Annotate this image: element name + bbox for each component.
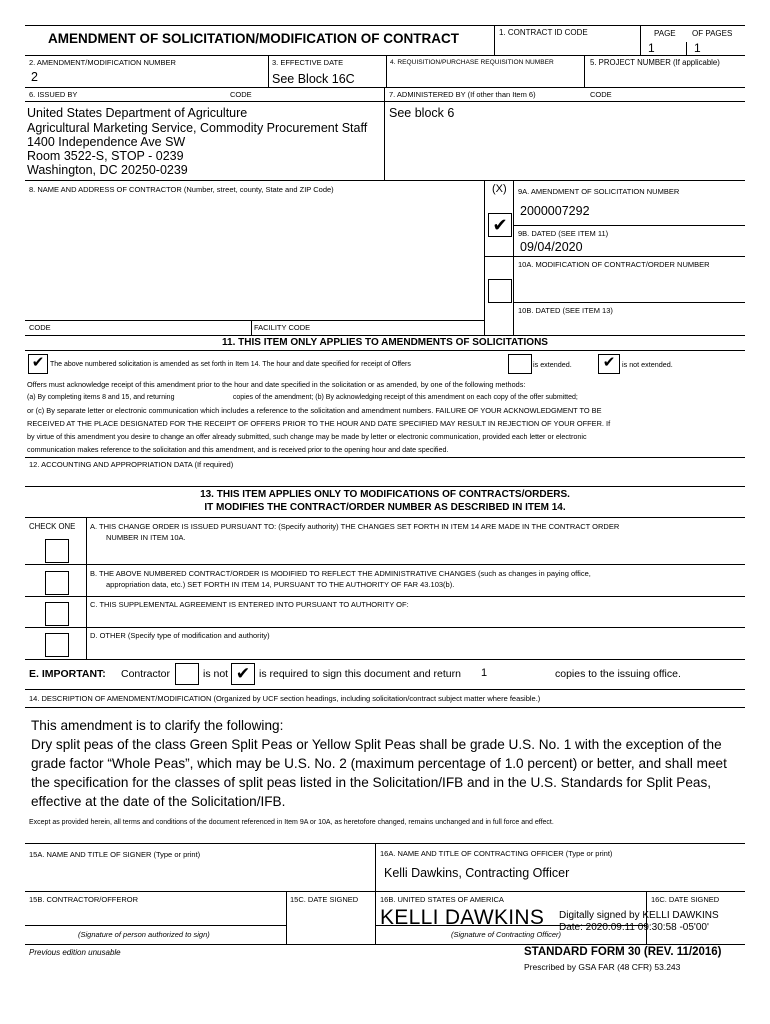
effective-date: See Block 16C — [272, 72, 355, 86]
signature-officer-caption: (Signature of Contracting Officer) — [451, 930, 562, 939]
description-para-5: effective at the date of the Solicitation/IFB. — [31, 794, 286, 809]
issued-by-line-3: 1400 Independence Ave SW — [27, 135, 186, 149]
requisition-label: 4. REQUISITION/PURCHASE REQUISITION NUMBER — [390, 59, 554, 66]
amendment-number: 2 — [31, 70, 38, 84]
item13-title-1: 13. THIS ITEM APPLIES ONLY TO MODIFICATIONS OF CONTRACTS/ORDERS. — [200, 489, 570, 500]
amendment-9a-value: 2000007292 — [520, 204, 590, 218]
mod-10a-label: 10A. MODIFICATION OF CONTRACT/ORDER NUMBER — [518, 260, 710, 269]
item11-text-5: by virtue of this amendment you desire to change an offer already submitted, such change may be made by letter or electronic communication, provided each letter or electronic — [27, 432, 587, 441]
form-title: AMENDMENT OF SOLICITATION/MODIFICATION OF CONTRACT — [48, 31, 459, 46]
checkbox-13d[interactable] — [45, 633, 69, 657]
dated-9b-label: 9B. DATED (SEE ITEM 11) — [518, 229, 609, 238]
signature-person-caption: (Signature of person authorized to sign) — [78, 930, 210, 939]
item13-c-line: C. THIS SUPPLEMENTAL AGREEMENT IS ENTERED INTO PURSUANT TO AUTHORITY OF: — [90, 600, 409, 609]
digital-signature-line-1: Digitally signed by KELLI DAWKINS — [559, 910, 719, 921]
item13-d-line: D. OTHER (Specify type of modification and authority) — [90, 631, 270, 640]
description-para-2: Dry split peas of the class Green Split Peas or Yellow Split Peas shall be grade U.S. No. 1 with the exception of the — [31, 737, 722, 752]
administered-code-label: CODE — [590, 90, 612, 99]
item13-title-2: IT MODIFIES THE CONTRACT/ORDER NUMBER AS DESCRIBED IN ITEM 14. — [204, 502, 566, 513]
checkbox-13b[interactable] — [45, 571, 69, 595]
issued-by-line-5: Washington, DC 20250-0239 — [27, 163, 188, 177]
form-number: STANDARD FORM 30 (REV. 11/2016) — [524, 946, 722, 958]
item11-text-3: or (c) By separate letter or electronic communication which includes a reference to the solicitation and amendment numbers. FAILURE OF YOUR ACKNOWLEDGMENT TO BE — [27, 406, 602, 415]
checkbox-10a[interactable] — [488, 279, 512, 303]
description-para-1: This amendment is to clarify the following: — [31, 718, 284, 733]
is-not-label: is not — [203, 668, 229, 680]
description-para-3: grade factor “Whole Peas”, which may be U.S. No. 2 (maximum percentage of 1.0 percent) or better, and shall meet — [31, 756, 727, 771]
facility-code-label: FACILITY CODE — [254, 323, 311, 332]
of-pages-label: OF PAGES — [692, 29, 733, 38]
required-text: is required to sign this document and return — [259, 668, 461, 680]
accounting-label: 12. ACCOUNTING AND APPROPRIATION DATA (If required) — [29, 460, 234, 469]
checkbox-13c[interactable] — [45, 602, 69, 626]
officer-signature: KELLI DAWKINS — [380, 906, 545, 929]
amendment-number-label: 2. AMENDMENT/MODIFICATION NUMBER — [29, 58, 176, 67]
item11-text-4: RECEIVED AT THE PLACE DESIGNATED FOR THE RECEIPT OF OFFERS PRIOR TO THE HOUR AND DATE SPECIFIED MAY RESULT IN REJECTION OF YOUR OFFER. If — [27, 419, 611, 428]
dated-9b-value: 09/04/2020 — [520, 240, 583, 254]
contractor-offeror-label: 15B. CONTRACTOR/OFFEROR — [29, 895, 139, 904]
item11-line1: The above numbered solicitation is amended as set forth in Item 14. The hour and date specified for receipt of Offers — [50, 361, 411, 368]
checkbox-is-extended[interactable] — [508, 354, 532, 374]
page-label: PAGE — [654, 29, 676, 38]
of-pages-number: 1 — [694, 41, 701, 55]
date-signed-16c-label: 16C. DATE SIGNED — [651, 895, 720, 904]
check-one-label: CHECK ONE — [29, 522, 76, 531]
contractor-label: Contractor — [121, 668, 171, 680]
except-text: Except as provided herein, all terms and conditions of the document referenced in Item 9A or 10A, as heretofore changed, remains unchanged and in full force and effect. — [29, 819, 554, 826]
prescribed-by: Prescribed by GSA FAR (48 CFR) 53.243 — [524, 962, 681, 972]
issued-by-line-4: Room 3522-S, STOP - 0239 — [27, 149, 184, 163]
checkbox-9a[interactable]: ✔ — [488, 213, 512, 237]
checkbox-is-not-required[interactable] — [175, 663, 199, 685]
issued-by-line-1: United States Department of Agriculture — [27, 106, 248, 120]
description-para-4: the specification for the classes of split peas listed in the Solicitation/IFB and in the U.S. Standards for Split Peas, — [31, 775, 712, 790]
digital-signature-line-2: Date: 2020.09.11 09:30:58 -05'00' — [559, 922, 709, 933]
officer-name-label: 16A. NAME AND TITLE OF CONTRACTING OFFICER (Type or print) — [380, 849, 613, 858]
usa-label: 16B. UNITED STATES OF AMERICA — [380, 895, 504, 904]
item14-label: 14. DESCRIPTION OF AMENDMENT/MODIFICATION (Organized by UCF section headings, including solicitation/contract subject matter where feasible.) — [29, 694, 541, 703]
signer-name-label: 15A. NAME AND TITLE OF SIGNER (Type or print) — [29, 850, 201, 859]
issued-code-label: CODE — [230, 90, 252, 99]
checkbox-solicitation-amended[interactable]: ✔ — [28, 354, 48, 374]
is-extended-label: is extended. — [533, 360, 572, 369]
administered-by-value: See block 6 — [389, 106, 455, 120]
administered-by-label: 7. ADMINISTERED BY (If other than Item 6) — [389, 90, 536, 99]
checkbox-13a[interactable] — [45, 539, 69, 563]
item11-text-6: communication makes reference to the solicitation and this amendment, and is received prior to the opening hour and date specified. — [27, 445, 449, 454]
item13-b-line2: appropriation data, etc.) SET FORTH IN ITEM 14, PURSUANT TO THE AUTHORITY OF FAR 43.103(b). — [106, 580, 455, 589]
date-signed-15c-label: 15C. DATE SIGNED — [290, 895, 359, 904]
item11-text-2: (a) By completing items 8 and 15, and returning copies of the amendment; (b) By acknowledging receipt of this amendment on each copy of the offer submitted; — [27, 394, 578, 401]
item11-title: 11. THIS ITEM ONLY APPLIES TO AMENDMENTS OF SOLICITATIONS — [222, 337, 548, 348]
important-label: E. IMPORTANT: — [29, 668, 106, 680]
amendment-9a-label: 9A. AMENDMENT OF SOLICITATION NUMBER — [518, 187, 680, 196]
previous-edition-note: Previous edition unusable — [29, 948, 121, 957]
contractor-address-label: 8. NAME AND ADDRESS OF CONTRACTOR (Number, street, county, State and ZIP Code) — [29, 185, 334, 194]
checkbox-is-not-extended[interactable]: ✔ — [598, 354, 620, 374]
page-number: 1 — [648, 41, 655, 55]
copies-count: 1 — [481, 667, 488, 679]
effective-date-label: 3. EFFECTIVE DATE — [272, 58, 344, 67]
issued-by-line-2: Agricultural Marketing Service, Commodity Procurement Staff — [27, 121, 368, 135]
contract-id-label: 1. CONTRACT ID CODE — [499, 28, 588, 37]
is-not-extended-label: is not extended. — [622, 360, 673, 369]
item13-b-line1: B. THE ABOVE NUMBERED CONTRACT/ORDER IS MODIFIED TO REFLECT THE ADMINISTRATIVE CHANGES (such as changes in paying office, — [90, 569, 591, 578]
contractor-code-label: CODE — [29, 323, 51, 332]
x-mark-label: (X) — [492, 183, 507, 195]
item13-a-line1: A. THIS CHANGE ORDER IS ISSUED PURSUANT TO: (Specify authority) THE CHANGES SET FORTH IN ITEM 14 ARE MADE IN THE CONTRACT ORDER — [90, 522, 620, 531]
project-number-label: 5. PROJECT NUMBER (If applicable) — [590, 58, 720, 67]
item11-text-1: Offers must acknowledge receipt of this amendment prior to the hour and date specified in the solicitation or as amended, by one of the following methods: — [27, 380, 526, 389]
item13-a-line2: NUMBER IN ITEM 10A. — [106, 533, 186, 542]
issued-by-label: 6. ISSUED BY — [29, 90, 78, 99]
dated-10b-label: 10B. DATED (SEE ITEM 13) — [518, 306, 613, 315]
officer-name-value: Kelli Dawkins, Contracting Officer — [384, 866, 570, 880]
checkbox-is-required[interactable]: ✔ — [231, 663, 255, 685]
copies-text: copies to the issuing office. — [555, 668, 681, 680]
